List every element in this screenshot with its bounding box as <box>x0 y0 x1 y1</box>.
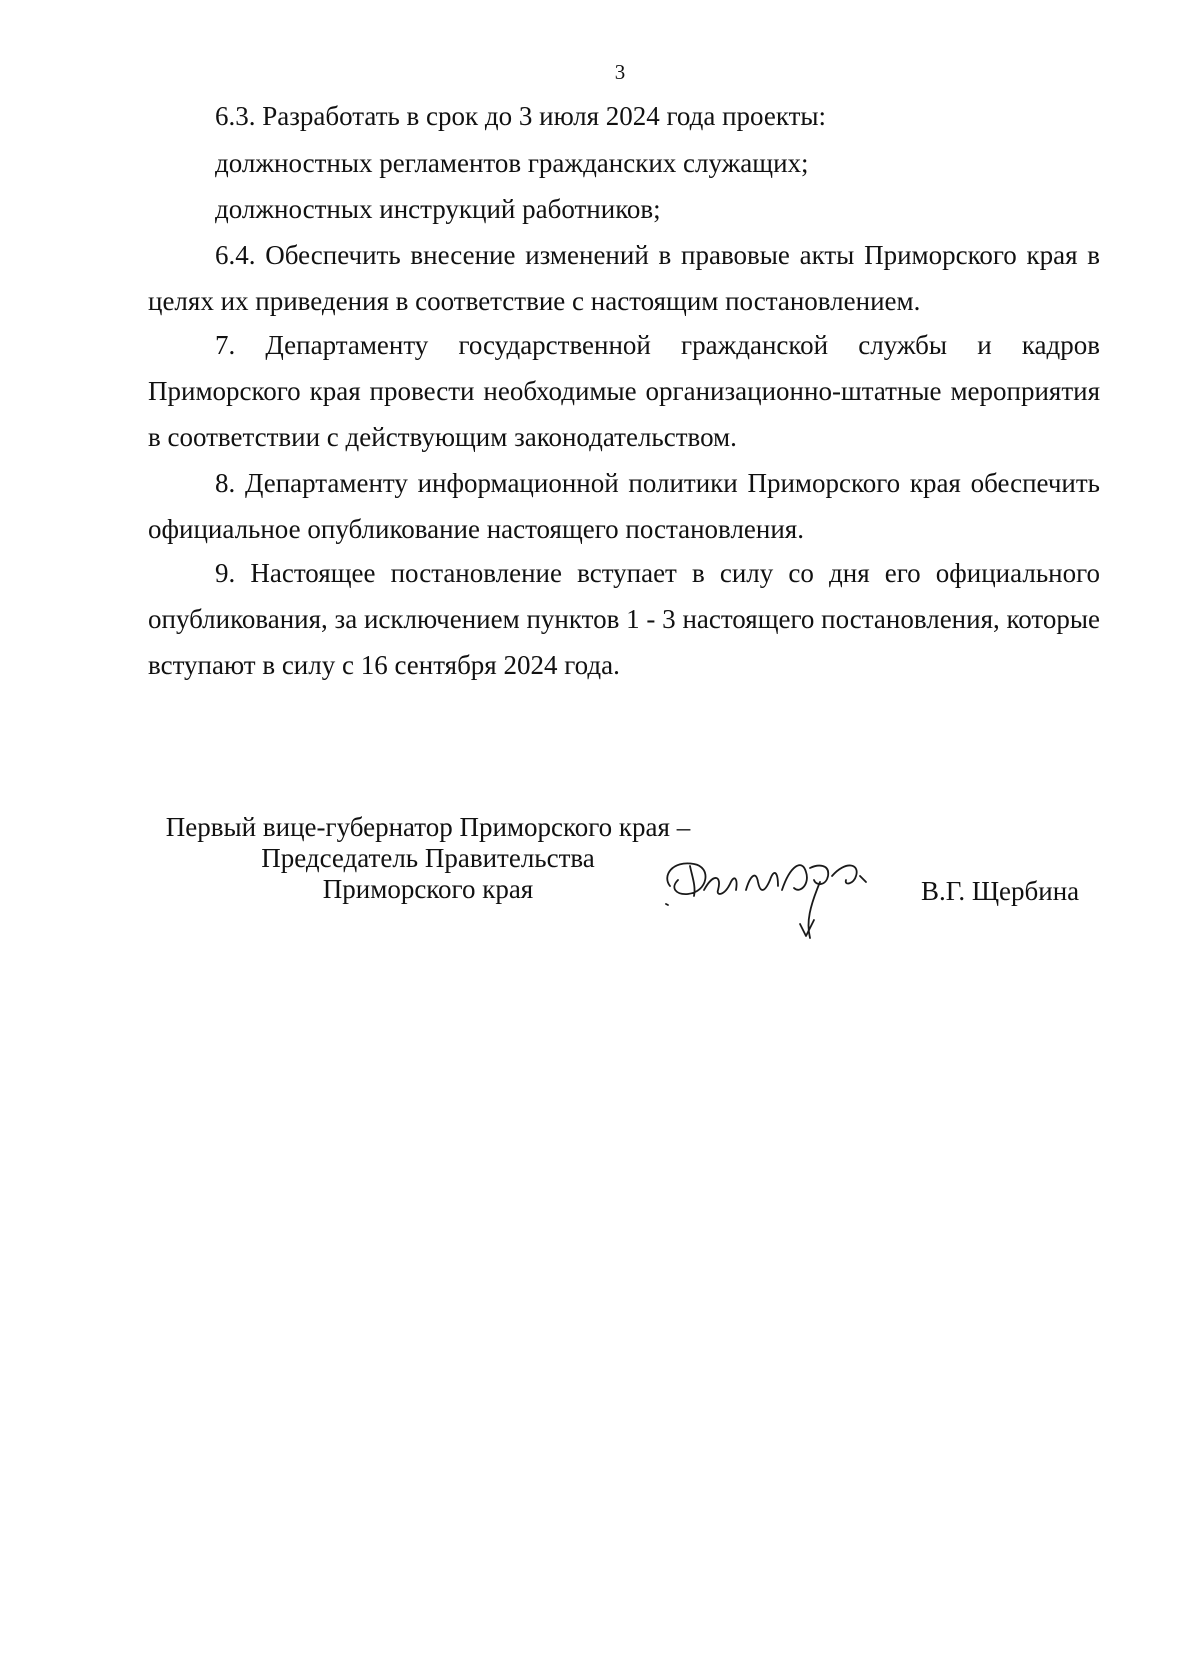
paragraph-8: 8. Департаменту информационной политики Приморского края обеспечить официальное опубликование настоящего постановления. <box>148 468 1100 544</box>
signatory-title <box>148 812 708 905</box>
signatory-title-line-2: Председатель Правительства <box>261 843 595 873</box>
paragraph-6-3-item-regulations: должностных регламентов гражданских служащих; <box>215 148 809 178</box>
paragraph-6-4: 6.4. Обеспечить внесение изменений в правовые акты Приморского края в целях их приведения в соответствие с настоящим постановлением. <box>148 240 1100 316</box>
paragraph-7: 7. Департаменту государственной гражданской службы и кадров Приморского края провести необходимые организационно-штатные мероприятия в соответствии с действующим законодательством. <box>148 330 1100 452</box>
signatory-title-line-1: Первый вице-губернатор Приморского края – <box>165 812 691 842</box>
handwritten-signature <box>660 846 900 946</box>
paragraph-9: 9. Настоящее постановление вступает в силу со дня его официального опубликования, за исключением пунктов 1 - 3 настоящего постановления, которые вступают в силу с 16 сентября 2024 года. <box>148 558 1100 680</box>
signatory-title-line-3: Приморского края <box>322 874 534 904</box>
paragraph-6-3-item-instructions: должностных инструкций работников; <box>215 194 661 224</box>
paragraph-6-3: 6.3. Разработать в срок до 3 июля 2024 года проекты: <box>215 101 827 131</box>
page-number: 3 <box>614 60 626 84</box>
signatory-name: В.Г. Щербина <box>921 876 1080 906</box>
